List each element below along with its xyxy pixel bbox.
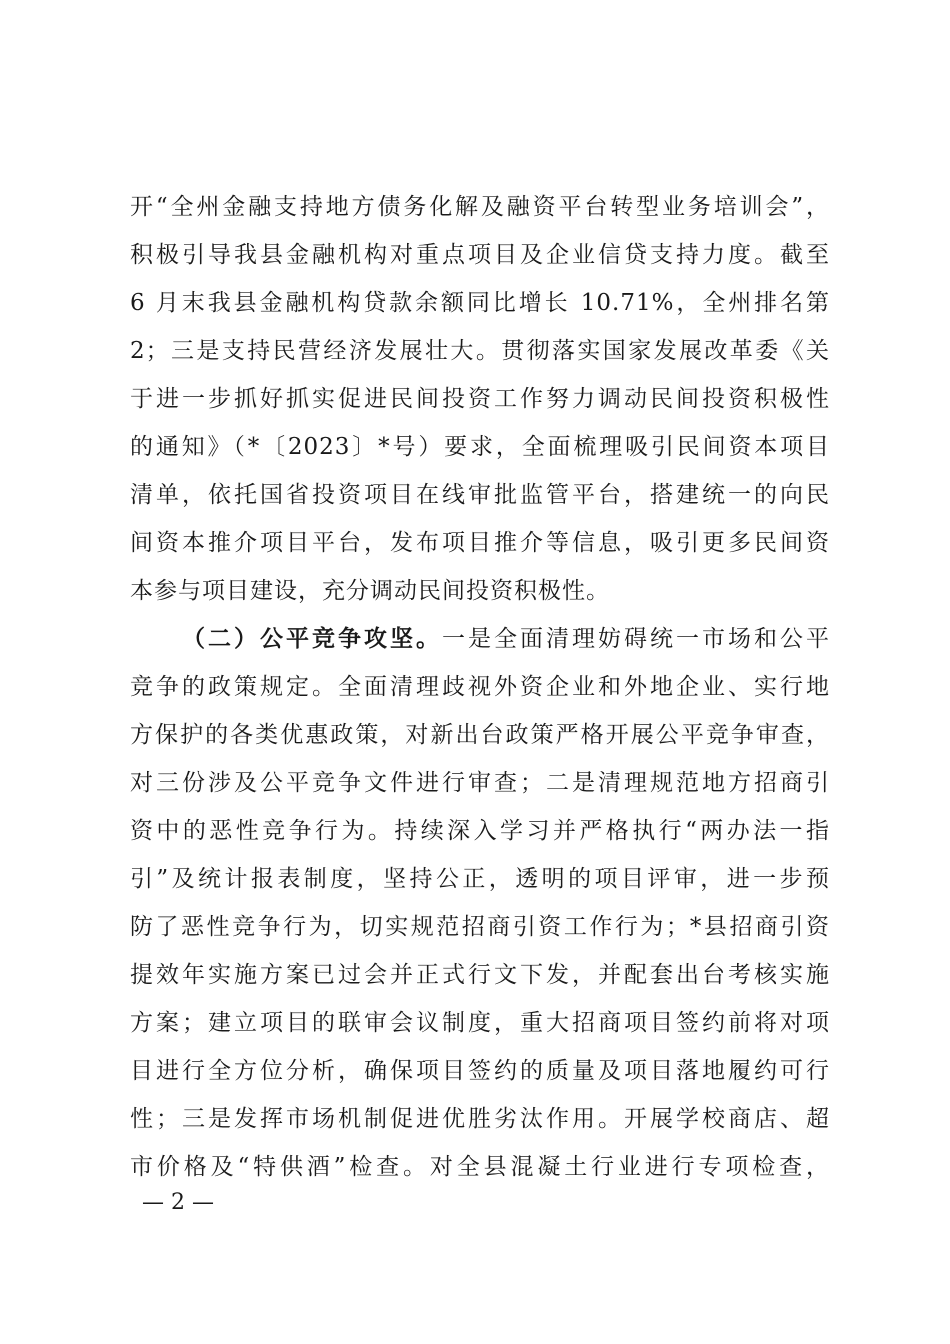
body-line: 积极引导我县金融机构对重点项目及企业信贷支持力度。截至: [130, 242, 830, 268]
body-line: 防了恶性竞争行为，切实规范招商引资工作行为；*县招商引资: [130, 914, 830, 940]
body-line: 于进一步抓好抓实促进民间投资工作努力调动民间投资积极性: [130, 386, 830, 412]
body-line: 间资本推介项目平台，发布项目推介等信息，吸引更多民间资: [130, 530, 830, 556]
body-line: 竞争的政策规定。全面清理歧视外资企业和外地企业、实行地: [130, 674, 830, 700]
body-line: 资中的恶性竞争行为。持续深入学习并严格执行“两办法一指: [130, 818, 830, 844]
body-line: 开“全州金融支持地方债务化解及融资平台转型业务培训会”，: [130, 194, 830, 220]
page-number: — 2 —: [142, 1190, 214, 1215]
body-line: 引”及统计报表制度，坚持公正，透明的项目评审，进一步预: [130, 866, 830, 892]
body-line: 方案；建立项目的联审会议制度，重大招商项目签约前将对项: [130, 1010, 830, 1036]
body-line: 提效年实施方案已过会并正式行文下发，并配套出台考核实施: [130, 962, 830, 988]
body-line: 性；三是发挥市场机制促进优胜劣汰作用。开展学校商店、超: [130, 1106, 830, 1132]
body-line: 方保护的各类优惠政策，对新出台政策严格开展公平竞争审查，: [130, 722, 830, 748]
section-first-line: [182, 617, 830, 661]
body-line: 的通知》（*〔2023〕*号）要求，全面梳理吸引民间资本项目: [130, 434, 830, 460]
section-first-line-text: 一是全面清理妨碍统一市场和公平: [442, 626, 830, 652]
body-line: 6 月末我县金融机构贷款余额同比增长 10.71%，全州排名第: [130, 290, 830, 316]
body-line: 2；三是支持民营经济发展壮大。贯彻落实国家发展改革委《关: [130, 338, 830, 364]
section-heading: （二）公平竞争攻坚。: [182, 625, 442, 652]
body-line: 目进行全方位分析，确保项目签约的质量及项目落地履约可行: [130, 1058, 830, 1084]
body-line: 本参与项目建设，充分调动民间投资积极性。: [130, 578, 610, 604]
body-line: 清单，依托国省投资项目在线审批监管平台，搭建统一的向民: [130, 482, 830, 508]
body-line: 对三份涉及公平竞争文件进行审查；二是清理规范地方招商引: [130, 770, 830, 796]
body-line: 市价格及“特供酒”检查。对全县混凝土行业进行专项检查，: [130, 1154, 830, 1180]
